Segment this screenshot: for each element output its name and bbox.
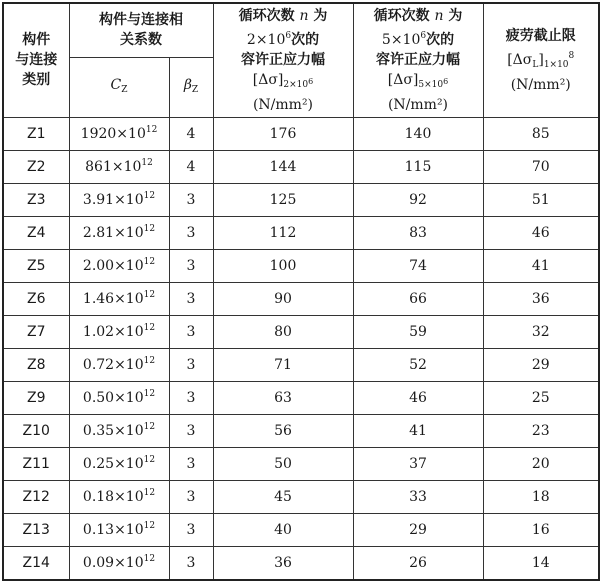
- stress-5e6-cell: 29: [353, 513, 483, 546]
- cz-base: 1920×10: [80, 126, 146, 142]
- header-2e6-line2: $2\times 10^6$次的: [246, 30, 320, 48]
- cz-base: 1.02×10: [82, 324, 144, 340]
- table-row: [3, 249, 599, 282]
- stress-5e6-cell: 26: [353, 546, 483, 580]
- fatigue-limit-cell: 25: [483, 381, 599, 414]
- fatigue-limit-cell: 51: [483, 183, 599, 216]
- cz-cell: [69, 183, 169, 216]
- cz-cell: [69, 315, 169, 348]
- fatigue-limit-cell: 85: [483, 117, 599, 150]
- table-row: [3, 183, 599, 216]
- beta-cell: 3: [169, 513, 213, 546]
- header-stress-2e6: [213, 3, 353, 117]
- cz-exponent: 12: [143, 257, 156, 267]
- fatigue-limit-cell: 41: [483, 249, 599, 282]
- header-limit-line1: 疲劳截止限: [505, 27, 576, 44]
- category-cell: Z4: [3, 216, 69, 249]
- beta-cell: 3: [169, 447, 213, 480]
- stress-2e6-cell: 71: [213, 348, 353, 381]
- beta-cell: 3: [169, 249, 213, 282]
- category-cell: Z10: [3, 414, 69, 447]
- header-cz: $C_Z$: [69, 57, 169, 117]
- stress-2e6-cell: 176: [213, 117, 353, 150]
- header-coefficient-line1: 构件与连接相: [99, 12, 183, 29]
- header-2e6-line3: 容许正应力幅: [241, 51, 325, 68]
- beta-cell: 4: [169, 117, 213, 150]
- beta-cell: 3: [169, 381, 213, 414]
- stress-2e6-cell: 144: [213, 150, 353, 183]
- cz-cell: [69, 117, 169, 150]
- table-row: [3, 546, 599, 580]
- category-cell: Z14: [3, 546, 69, 580]
- cz-base: 0.72×10: [82, 357, 144, 373]
- header-5e6-line3: 容许正应力幅: [376, 51, 460, 68]
- stress-2e6-cell: 40: [213, 513, 353, 546]
- beta-cell: 3: [169, 414, 213, 447]
- cz-cell: [69, 513, 169, 546]
- table-row: [3, 513, 599, 546]
- cz-base: 0.25×10: [82, 456, 144, 472]
- fatigue-limit-cell: 16: [483, 513, 599, 546]
- beta-cell: 3: [169, 480, 213, 513]
- cz-exponent: 12: [143, 389, 156, 399]
- cz-exponent: 12: [145, 125, 158, 135]
- category-cell: Z3: [3, 183, 69, 216]
- category-cell: Z2: [3, 150, 69, 183]
- cz-base: 2.81×10: [82, 225, 144, 241]
- stress-5e6-cell: 41: [353, 414, 483, 447]
- table-row: [3, 150, 599, 183]
- beta-cell: 4: [169, 150, 213, 183]
- fatigue-limit-cell: 14: [483, 546, 599, 580]
- beta-cell: 3: [169, 282, 213, 315]
- header-limit-unit: (N/mm²): [510, 76, 571, 93]
- cz-exponent: 12: [143, 554, 156, 564]
- stress-2e6-cell: 56: [213, 414, 353, 447]
- category-cell: Z7: [3, 315, 69, 348]
- stress-2e6-cell: 125: [213, 183, 353, 216]
- header-2e6-line1: 循环次数 n 为: [238, 7, 328, 24]
- category-cell: Z13: [3, 513, 69, 546]
- stress-2e6-cell: 112: [213, 216, 353, 249]
- stress-5e6-cell: 59: [353, 315, 483, 348]
- header-category-line1: 构件: [22, 32, 51, 49]
- category-cell: Z8: [3, 348, 69, 381]
- cz-base: 0.35×10: [82, 423, 144, 439]
- cz-cell: [69, 282, 169, 315]
- table-row: [3, 447, 599, 480]
- fatigue-limit-cell: 46: [483, 216, 599, 249]
- fatigue-limit-cell: 20: [483, 447, 599, 480]
- header-category-line3: 类别: [22, 72, 51, 89]
- beta-cell: 3: [169, 216, 213, 249]
- stress-2e6-cell: 45: [213, 480, 353, 513]
- cz-cell: [69, 249, 169, 282]
- cz-exponent: 12: [143, 323, 156, 333]
- table-body: [3, 117, 599, 580]
- category-cell: Z9: [3, 381, 69, 414]
- table-row: [3, 282, 599, 315]
- stress-5e6-cell: 46: [353, 381, 483, 414]
- cz-exponent: 12: [143, 224, 156, 234]
- cz-base: 0.09×10: [82, 555, 144, 571]
- table-row: [3, 117, 599, 150]
- table-row: [3, 216, 599, 249]
- header-coefficient-line2: 关系数: [120, 32, 162, 49]
- cz-exponent: 12: [143, 290, 156, 300]
- table-row: [3, 414, 599, 447]
- fatigue-limit-cell: 70: [483, 150, 599, 183]
- table-row: [3, 480, 599, 513]
- cz-cell: [69, 546, 169, 580]
- fatigue-stress-table: [2, 2, 600, 581]
- beta-cell: 3: [169, 546, 213, 580]
- cz-base: 0.50×10: [82, 390, 144, 406]
- header-coefficient-group: [69, 3, 213, 57]
- table-row: [3, 381, 599, 414]
- stress-5e6-cell: 140: [353, 117, 483, 150]
- header-limit-symbol: $[\Delta\sigma_L]_{1\times 10}^8$: [507, 50, 575, 70]
- cz-exponent: 12: [143, 356, 156, 366]
- category-cell: Z6: [3, 282, 69, 315]
- category-cell: Z12: [3, 480, 69, 513]
- header-5e6-line2: $5\times 10^6$次的: [381, 30, 455, 48]
- beta-cell: 3: [169, 183, 213, 216]
- stress-2e6-cell: 90: [213, 282, 353, 315]
- cz-cell: [69, 414, 169, 447]
- stress-5e6-cell: 92: [353, 183, 483, 216]
- cz-cell: [69, 150, 169, 183]
- header-5e6-line1: 循环次数 n 为: [373, 7, 463, 24]
- cz-cell: [69, 447, 169, 480]
- cz-cell: [69, 381, 169, 414]
- header-category: [3, 3, 69, 117]
- cz-base: 861×10: [85, 159, 142, 175]
- header-stress-5e6: [353, 3, 483, 117]
- cz-exponent: 12: [143, 422, 156, 432]
- header-fatigue-limit: [483, 3, 599, 117]
- cz-exponent: 12: [143, 191, 156, 201]
- header-5e6-unit: (N/mm²): [387, 96, 449, 113]
- cz-base: 0.13×10: [82, 522, 144, 538]
- cz-base: 0.18×10: [82, 489, 144, 505]
- fatigue-limit-cell: 23: [483, 414, 599, 447]
- beta-cell: 3: [169, 348, 213, 381]
- table-row: [3, 315, 599, 348]
- stress-2e6-cell: 36: [213, 546, 353, 580]
- header-2e6-symbol: $[\Delta\sigma]_{2\times 10}6$: [252, 71, 314, 90]
- fatigue-limit-cell: 29: [483, 348, 599, 381]
- stress-5e6-cell: 66: [353, 282, 483, 315]
- stress-5e6-cell: 37: [353, 447, 483, 480]
- stress-5e6-cell: 83: [353, 216, 483, 249]
- stress-2e6-cell: 50: [213, 447, 353, 480]
- cz-cell: [69, 348, 169, 381]
- fatigue-limit-cell: 36: [483, 282, 599, 315]
- cz-exponent: 12: [143, 455, 156, 465]
- cz-base: 3.91×10: [82, 192, 144, 208]
- stress-5e6-cell: 52: [353, 348, 483, 381]
- fatigue-limit-cell: 18: [483, 480, 599, 513]
- stress-5e6-cell: 74: [353, 249, 483, 282]
- category-cell: Z5: [3, 249, 69, 282]
- cz-exponent: 12: [143, 521, 156, 531]
- cz-base: 2.00×10: [82, 258, 144, 274]
- header-beta: $\beta_Z$: [169, 57, 213, 117]
- stress-2e6-cell: 100: [213, 249, 353, 282]
- header-5e6-symbol: $[\Delta\sigma]_{5\times 10}6$: [387, 71, 449, 90]
- stress-5e6-cell: 33: [353, 480, 483, 513]
- beta-cell: 3: [169, 315, 213, 348]
- fatigue-limit-cell: 32: [483, 315, 599, 348]
- cz-base: 1.46×10: [82, 291, 144, 307]
- table-row: [3, 348, 599, 381]
- cz-cell: [69, 216, 169, 249]
- category-cell: Z1: [3, 117, 69, 150]
- header-2e6-unit: (N/mm²): [252, 96, 314, 113]
- stress-5e6-cell: 115: [353, 150, 483, 183]
- category-cell: Z11: [3, 447, 69, 480]
- stress-2e6-cell: 63: [213, 381, 353, 414]
- header-category-line2: 与连接: [15, 52, 58, 69]
- cz-exponent: 12: [141, 158, 153, 168]
- cz-exponent: 12: [143, 488, 156, 498]
- stress-2e6-cell: 80: [213, 315, 353, 348]
- cz-cell: [69, 480, 169, 513]
